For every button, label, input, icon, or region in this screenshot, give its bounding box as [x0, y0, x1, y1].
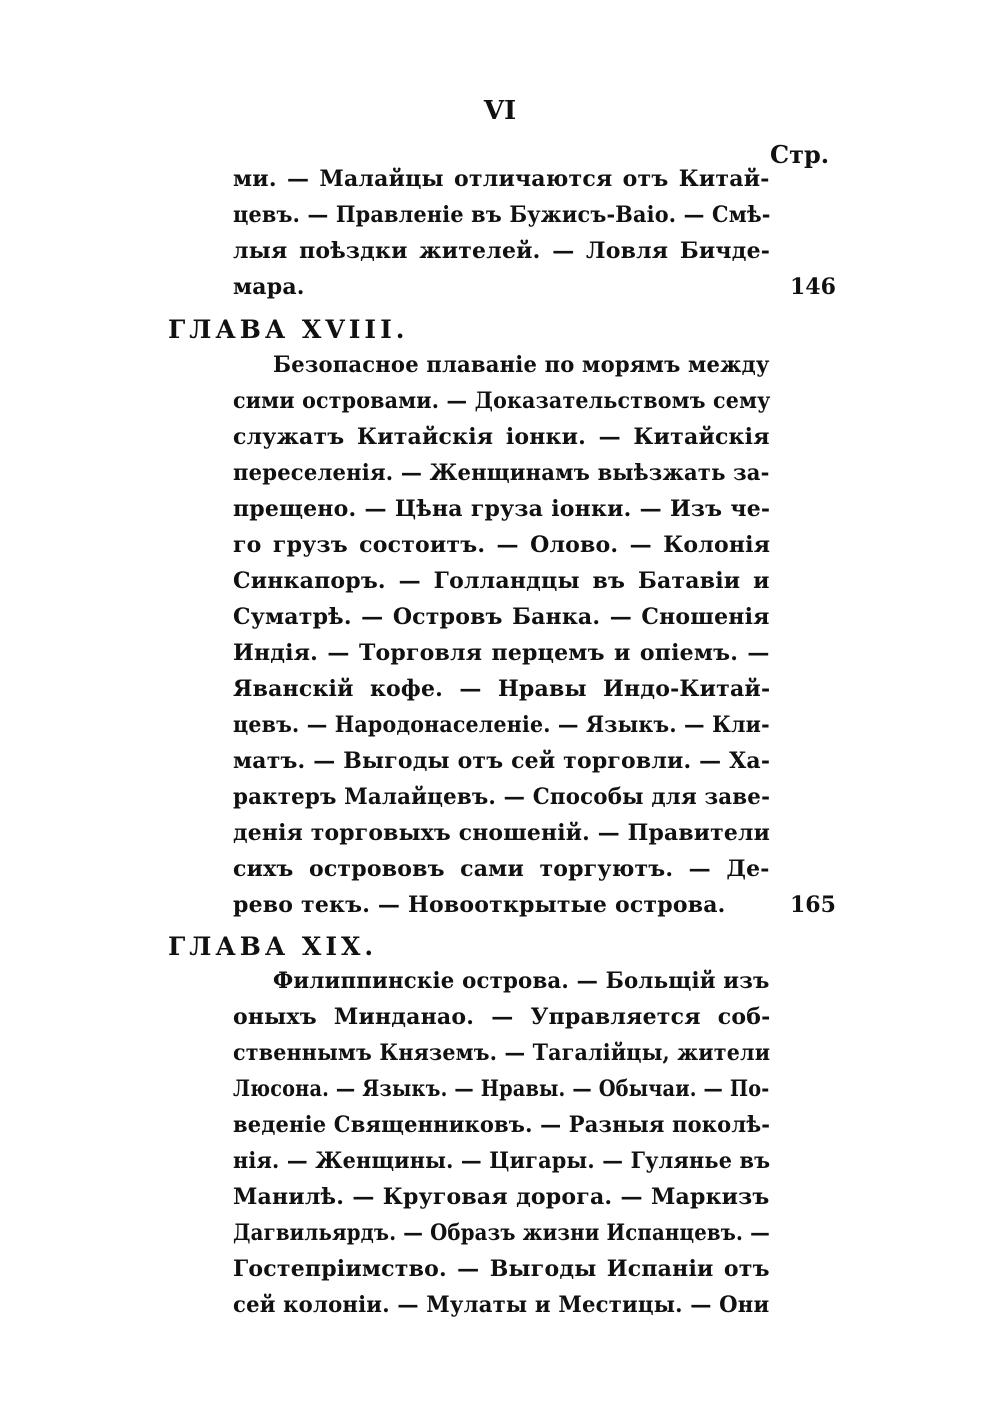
toc-line: сими островами. — Доказательствомъ сему	[233, 388, 771, 414]
toc-line: рактеръ Малайцевъ. — Способы для заве-	[233, 784, 771, 810]
toc-line: Дагвильярдъ. — Образъ жизни Испанцевъ. —	[233, 1220, 770, 1246]
toc-line: рево текъ. — Новооткрытые острова.	[233, 892, 726, 918]
toc-line: ственнымъ Княземъ. — Тагалійцы, жители	[233, 1040, 771, 1066]
toc-line: Манилѣ. — Круговая дорога. — Маркизъ	[233, 1184, 770, 1210]
toc-line: Яванскій кофе. — Нравы Индо-Китай-	[233, 676, 771, 702]
toc-line: денія торговыхъ сношеній. — Правители	[233, 820, 771, 846]
toc-line: Люсона. — Языкъ. — Нравы. — Обычаи. — По-	[233, 1076, 770, 1102]
page-number: VI	[483, 96, 517, 126]
toc-line: го грузъ состоитъ. — Олово. — Колонія	[233, 532, 771, 558]
toc-line: сей колоніи. — Мулаты и Местицы. — Они	[233, 1292, 770, 1318]
toc-line: переселенія. — Женщинамъ выѣзжать за-	[233, 460, 770, 486]
toc-line: служатъ Китайскія іонки. — Китайскія	[233, 424, 770, 450]
chapter-heading: ГЛАВА XVIII.	[168, 315, 409, 344]
toc-line: мара.	[233, 274, 305, 300]
toc-line: цевъ. — Народонаселеніе. — Языкъ. — Кли-	[233, 712, 770, 738]
toc-line: ми. — Малайцы отличаются отъ Китай-	[233, 166, 770, 192]
toc-line: Суматрѣ. — Островъ Банка. — Сношенія	[233, 604, 770, 630]
chapter-heading: ГЛАВА XIX.	[168, 932, 378, 961]
toc-line: цевъ. — Правленіе въ Бужисъ-Ваіо. — Смѣ-	[233, 202, 771, 228]
toc-line: Безопасное плаваніе по морямъ между	[273, 352, 770, 378]
toc-line: нія. — Женщины. — Цигары. — Гулянье въ	[233, 1148, 771, 1174]
toc-line: оныхъ Минданао. — Управляется соб-	[233, 1004, 771, 1030]
toc-line: матъ. — Выгоды отъ сей торговли. — Ха-	[233, 748, 771, 774]
toc-line: Индія. — Торговля перцемъ и опіемъ. —	[233, 640, 770, 666]
toc-line: Филиппинскіе острова. — Больщій изъ	[273, 968, 770, 994]
toc-line: Синкапоръ. — Голландцы въ Батавіи и	[233, 568, 770, 594]
toc-page-ref: 165	[790, 892, 836, 918]
toc-line: лыя поѣздки жителей. — Ловля Бичде-	[233, 238, 771, 264]
toc-page-ref: 146	[790, 274, 836, 300]
toc-line: сихъ острововъ сами торгуютъ. — Де-	[233, 856, 770, 882]
toc-line: веденіе Священниковъ. — Разныя поколѣ-	[233, 1112, 771, 1138]
page-column-header: Стр.	[770, 140, 830, 169]
toc-line: Гостепріимство. — Выгоды Испаніи отъ	[233, 1256, 770, 1282]
toc-line: прещено. — Цѣна груза іонки. — Изъ че-	[233, 496, 771, 522]
